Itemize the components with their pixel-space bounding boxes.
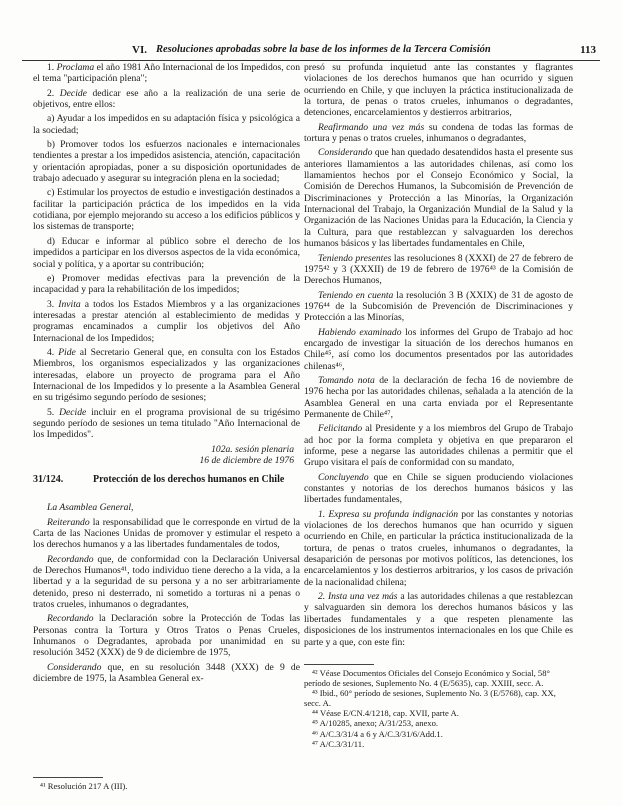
- paragraph-text: de la declaración de fecha 16 de noviembre de 1976 hecha por las autoridades chilenas, señalada a la atención de la Asamblea General en una carta enviada por el Representante Permanente de Chile⁴⁷,: [304, 374, 573, 420]
- resolution-paragraph: [304, 122, 573, 145]
- paragraph-text: la resolución 3 B (XXIX) de 31 de agosto de 1976⁴⁴ de la Subcomisión de Prevención de Discriminaciones y Protección a las Minorías,: [304, 289, 573, 324]
- paragraph-number: 1.: [47, 62, 57, 73]
- operative-verb: Tomando nota: [318, 374, 380, 386]
- operative-verb: 1. Expresa su profunda indignación: [318, 508, 462, 520]
- operative-verb: Considerando: [318, 147, 375, 159]
- operative-verb: Recordando: [47, 613, 99, 625]
- paragraph-number: a): [47, 113, 57, 125]
- operative-paragraph: [33, 187, 300, 232]
- paragraph-number: c): [47, 187, 57, 199]
- footnote-left: ⁴¹ Resolución 217 A (III).: [40, 781, 128, 791]
- operative-verb: Decide: [59, 406, 92, 418]
- paragraph-number: 2.: [47, 87, 60, 99]
- operative-verb: Considerando: [47, 661, 108, 673]
- paragraph-text: Educar e informar al público sobre el derecho de los impedidos a participar en los diversos aspectos de la vida económica, social y política, y a aportar su contribución;: [33, 235, 300, 270]
- paragraph-number: 4.: [47, 346, 59, 358]
- resolution-paragraph: [304, 62, 573, 119]
- paragraph-number: 3.: [47, 298, 59, 310]
- resolution-paragraph: [304, 290, 573, 324]
- resolution-paragraph: [304, 375, 573, 420]
- operative-verb: Invita: [58, 298, 85, 310]
- paragraph-text: dedicar ese año a la realización de una serie de objetivos, entre ellos:: [33, 87, 301, 111]
- operative-paragraph: [33, 236, 300, 270]
- paragraph-text: que en Chile se siguen produciendo violaciones constantes y notorias de los derechos humanos básicos y las libertades fundamentales,: [304, 471, 573, 506]
- resolution-paragraph: [304, 472, 573, 506]
- footnote: ⁴⁶ A/C.3/31/4 a 6 y A/C.3/31/6/Add.1.: [312, 728, 443, 739]
- paragraph-text: Promover medidas efectivas para la prevención de la incapacidad y para la rehabilitación de los impedidos;: [33, 272, 300, 296]
- operative-verb: Pide: [58, 346, 80, 358]
- operative-verb: Concluyendo: [318, 471, 374, 483]
- operative-verb: Recordando: [47, 553, 98, 565]
- operative-verb: Decide: [59, 87, 93, 99]
- footnote: ⁴⁵ A/10285, anexo; A/31/253, anexo.: [312, 718, 439, 729]
- paragraph-number: 5.: [47, 406, 60, 418]
- paragraph-number: d): [47, 235, 62, 247]
- right-column: [304, 62, 573, 651]
- operative-paragraph: [33, 407, 300, 441]
- footnotes-right: [304, 668, 573, 749]
- paragraph-text: al Presidente y a los miembros del Grupo de Trabajo ad hoc por la forma completa y objetiva en que prepararon el informe, pese a negarse las autoridades chilenas a permitir que el Grupo visitara el país de conformidad con su mandato,: [304, 423, 574, 469]
- operative-verb: Proclama: [56, 62, 97, 73]
- footnote: ⁴⁴ Véase E/CN.4/1218, cap. XVII, parte A.: [312, 708, 459, 719]
- paragraph-text: que, en su resolución 3448 (XXX) de 9 de diciembre de 1975, la Asamblea General ex-: [33, 661, 300, 685]
- operative-verb: Teniendo en cuenta: [318, 289, 397, 301]
- left-column: [33, 62, 300, 688]
- operative-paragraph: [33, 113, 300, 136]
- resolution-heading: [33, 474, 300, 486]
- paragraph-text: la responsabilidad que le corresponde en virtud de la Carta de las Naciones Unidas de promover y estimular el respeto a los derechos humanos y a las libertades fundamentales de todos,: [33, 516, 300, 551]
- resolution-paragraph: [304, 509, 573, 588]
- resolution-paragraph: [304, 423, 573, 468]
- resolution-number: 31/124.: [33, 474, 64, 486]
- paragraph-text: incluir en el programa provisional de su trigésimo segundo período de sesiones un tema titulado "Año Internacional de los Impedidos".: [33, 406, 301, 441]
- operative-paragraph: [33, 273, 300, 296]
- paragraph-text: la Declaración sobre la Protección de Todas las Personas contra la Tortura y Otros Tratos o Penas Crueles, Inhumanos o Degradantes, aprobada por unanimidad en su resolución 3452 (XXX) de 9 de diciembre de 1975,: [33, 613, 300, 659]
- footnote: ⁴³ Ibid., 60° período de sesiones, Suplemento No. 3 (E/5768), cap. XX, secc. A.: [304, 688, 556, 709]
- operative-verb: Reiterando: [47, 516, 93, 528]
- meeting-label: 102a. sesión plenaria: [211, 443, 294, 455]
- meeting-date: 16 de diciembre de 1976: [199, 455, 294, 466]
- paragraph-text: por las constantes y notorias violaciones de los derechos humanos que han ocurrido y siguen ocurriendo en Chile, en particular la práctica institucionalizada de la tortura, de penas o tratos crueles, inhumanos o degradantes, la desaparición de personas por motivos políticos, las detenciones, los encarcelamientos y los destierros arbitrarios, y los casos de privación de la nacionalidad chilena;: [304, 508, 573, 588]
- operative-verb: Felicitando: [318, 423, 366, 435]
- paragraph-text: presó su profunda inquietud ante las constantes y flagrantes violaciones de los derechos humanos que han ocurrido y siguen ocurriendo en Chile, y que incluyen la práctica institucionalizada de la tortura, de penas o tratos crueles, inhumanos o degradantes, detenciones, encarcelamientos y destierros arbitrarios,: [304, 62, 573, 119]
- operative-paragraph: [33, 88, 300, 111]
- resolution-paragraph: [304, 253, 573, 287]
- header-title: Resoluciones aprobadas sobre la base de los informes de la Tercera Comisión: [156, 44, 491, 55]
- paragraph-text: que han quedado desatendidos hasta el presente sus anteriores llamamientos a las autoridades chilenas, así como los llamamientos hechos por el Consejo Económico y Social, la Comisión de Derechos Humanos, la Subcomisión de Prevención de Discriminaciones y Protección a las Minorías, la Organización Internacional del Trabajo, la Organización Mundial de la Salud y la Organización de las Naciones Unidas para la Educación, la Ciencia y la Cultura, para que restablezcan y salvaguarden los derechos humanos básicos y las libertades fundamentales en Chile,: [304, 147, 573, 250]
- operative-verb: Reafirmando una vez más: [318, 121, 429, 133]
- operative-paragraph: [33, 347, 300, 404]
- paragraph-text: Ayudar a los impedidos en su adaptación física y psicológica a la sociedad;: [33, 113, 300, 136]
- paragraph-text: al Secretario General que, en consulta con los Estados Miembros, los organismos especializados y las organizaciones interesadas, elabore un proyecto de programa para el Año Internacional de los Impedidos y lo presente a la Asamblea General en su trigésimo segundo período de sesiones;: [33, 346, 301, 404]
- section-number: VI.: [132, 44, 147, 56]
- operative-paragraph: [33, 139, 300, 184]
- paragraph-text: a las autoridades chilenas a que restablezcan y salvaguarden sin demora los derechos humanos básicos y las libertades fundamentales y a que respeten plenamente las disposiciones de los instrumentos internacionales en los que Chile es parte y a que, con este fin:: [304, 591, 573, 648]
- paragraph-text: las resoluciones 8 (XXXI) de 27 de febrero de 1975⁴² y 3 (XXXII) de 19 de febrero de 1976⁴³ de la Comisión de Derechos Humanos,: [304, 252, 574, 287]
- operative-paragraph: [33, 62, 300, 85]
- paragraph-text: Promover todos los esfuerzos nacionales e internacionales tendientes a prestar a los impedidos asistencia, atención, capacitación y orientación apropiadas, poner a su disposición oportunidades de trabajo adecuado y asegurar su integración plena en la sociedad;: [33, 139, 300, 185]
- paragraph-text: que, de conformidad con la Declaración Universal de Derechos Humanos⁴¹, todo individuo tiene derecho a la vida, a la libertad y a la seguridad de su persona y a no ser arbitrariamente detenido, preso ni desterrado, ni sometido a torturas ni a penas o tratos crueles, inhumanos o degradantes,: [33, 553, 300, 611]
- operative-verb: 2. Insta una vez más: [318, 591, 401, 603]
- operative-paragraph: [33, 299, 300, 344]
- preamble-paragraph: [33, 662, 300, 685]
- paragraph-text: su condena de todas las formas de tortura y penas o tratos crueles, inhumanos o degradantes,: [304, 121, 573, 145]
- paragraph-number: e): [47, 272, 62, 284]
- operative-verb: Habiendo examinado: [318, 326, 406, 338]
- footnote: ⁴⁷ A/C.3/31/11.: [312, 738, 365, 749]
- resolution-paragraph: [304, 327, 573, 372]
- paragraph-text: los informes del Grupo de Trabajo ad hoc encargado de investigar la situación de los derechos humanos en Chile⁴⁵, así como los documentos presentados por las autoridades chilenas⁴⁶,: [304, 326, 574, 372]
- footnote: ⁴² Véase Documentos Oficiales del Consejo Económico y Social, 58° período de sesiones, Suplemento No. 4 (E/5635), cap. XXIII, secc. A.: [304, 668, 550, 689]
- paragraph-number: b): [47, 139, 61, 151]
- footnote-rule-right: [304, 664, 374, 665]
- paragraph-text: a todos los Estados Miembros y a las organizaciones interesadas a prestar atención al establecimiento de medidas y programas encaminados a cumplir los objetivos del Año Internacional de los Impedidos;: [33, 298, 300, 344]
- resolution-paragraph: [304, 591, 573, 648]
- running-header: [22, 44, 600, 61]
- preamble-paragraph: [33, 613, 300, 658]
- assembly-line: La Asamblea General,: [47, 502, 134, 514]
- footnote-rule-left: [33, 777, 103, 778]
- preamble-paragraph: [33, 517, 300, 551]
- operative-verb: Teniendo presentes: [318, 252, 394, 264]
- meeting-signature: [33, 444, 294, 467]
- paragraph-text: Estimular los proyectos de estudio e investigación destinados a facilitar la participación práctica de los impedidos en la vida cotidiana, por ejemplo mejorando su acceso a los edificios públicos y los sistemas de transporte;: [33, 187, 300, 233]
- preamble-paragraph: [33, 554, 300, 611]
- resolution-paragraph: [304, 147, 573, 249]
- paragraph-text: el año 1981 Año Internacional de los Impedidos, con el tema "participación plena";: [33, 62, 300, 85]
- page-number: 113: [580, 44, 596, 56]
- resolution-title: Protección de los derechos humanos en Chile: [93, 474, 285, 486]
